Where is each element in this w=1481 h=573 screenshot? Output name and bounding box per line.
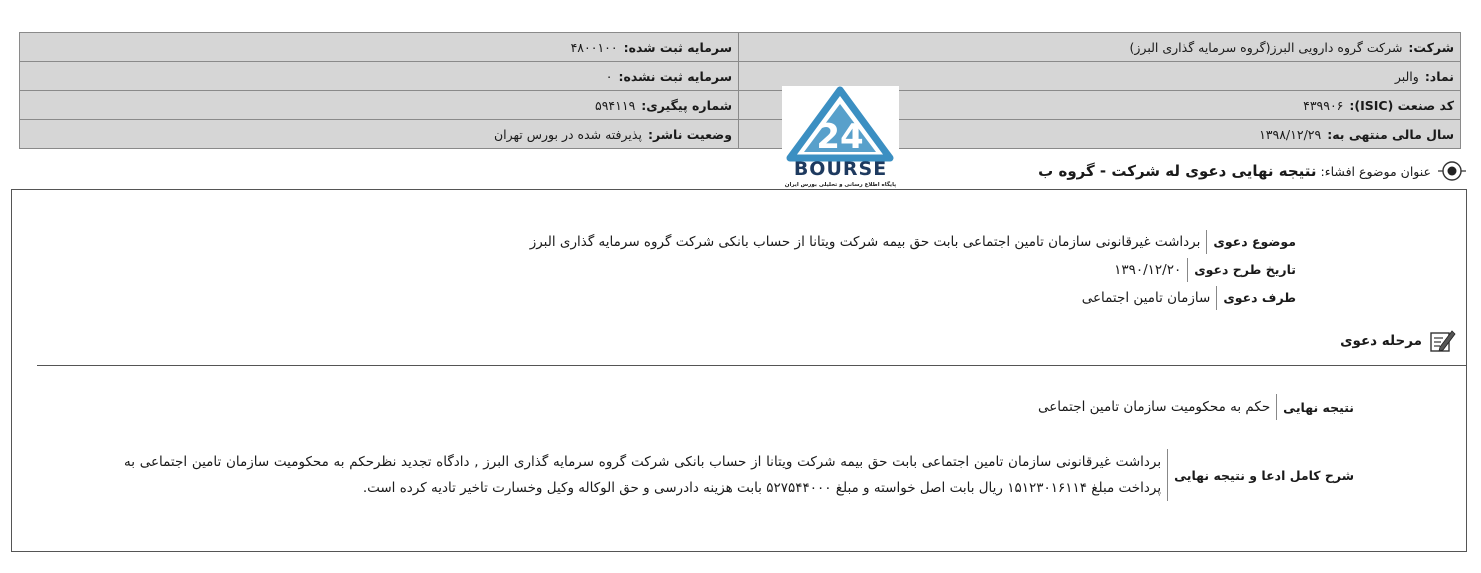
final-result-value: حکم به محکومیت سازمان تامین اجتماعی (1037, 399, 1271, 415)
industry-code-label: کد صنعت (ISIC): (1349, 97, 1454, 113)
claim-stage-label: مرحله دعوی (1340, 333, 1422, 349)
claim-subject-label: موضوع دعوی (1206, 230, 1296, 254)
registered-capital-value: ۴۸۰۰۱۰۰ (570, 39, 618, 55)
company-label: شرکت: (1408, 39, 1454, 55)
info-row-4 (20, 120, 1461, 149)
full-description-row (124, 449, 1354, 501)
claim-date-value: ۱۳۹۰/۱۲/۲۰ (1114, 262, 1182, 278)
tracking-number-cell (20, 91, 739, 120)
final-result-row (1038, 394, 1354, 420)
claim-party-value: سازمان تامین اجتماعی (1081, 290, 1211, 306)
unregistered-capital-value: ۰ (605, 68, 613, 84)
claim-subject-row (530, 230, 1296, 254)
claim-details-box (11, 189, 1467, 552)
disclosure-title-label: عنوان موضوع افشاء: (1320, 163, 1431, 179)
bourse24-logo (782, 86, 899, 190)
fiscal-year-label: سال مالی منتهی به: (1327, 126, 1454, 142)
claim-date-row (1114, 258, 1296, 282)
symbol-label: نماد: (1424, 68, 1454, 84)
claim-party-row (1082, 286, 1296, 310)
final-result-label: نتیجه نهایی (1276, 394, 1354, 420)
logo-subtitle: پایگاه اطلاع رسانی و تحلیلی بورس ایران (784, 182, 897, 188)
publisher-status-label: وضعیت ناشر: (647, 126, 732, 142)
symbol-value: والبر (1394, 68, 1419, 84)
disclosure-title-value: نتیجه نهایی دعوی له شرکت - گروه ب (1038, 162, 1317, 180)
company-value: شرکت گروه دارویی البرز(گروه سرمایه گذاری البرز) (1129, 39, 1403, 55)
logo-number: 24 (816, 117, 864, 157)
company-cell (739, 33, 1461, 62)
claim-subject-value: برداشت غیرقانونی سازمان تامین اجتماعی بابت حق بیمه شرکت ویتانا از حساب بانکی شرکت گروه سرمایه گذاری البرز (529, 234, 1201, 250)
info-row-2 (20, 62, 1461, 91)
publisher-status-value: پذیرفته شده در بورس تهران (493, 126, 642, 142)
logo-word: BOURSE (793, 158, 888, 180)
registered-capital-cell (20, 33, 739, 62)
claim-date-label: تاریخ طرح دعوی (1187, 258, 1296, 282)
company-info-table (19, 32, 1461, 149)
registered-capital-label: سرمایه ثبت شده: (623, 39, 732, 55)
info-row-1 (20, 33, 1461, 62)
edit-document-icon (1428, 327, 1456, 355)
logo-triangle-icon (782, 86, 899, 162)
publisher-status-cell (20, 120, 739, 149)
claim-party-label: طرف دعوی (1216, 286, 1296, 310)
tracking-number-value: ۵۹۴۱۱۹ (595, 97, 636, 113)
unregistered-capital-label: سرمایه ثبت نشده: (618, 68, 732, 84)
full-description-label: شرح کامل ادعا و نتیجه نهایی (1167, 449, 1354, 501)
fiscal-year-value: ۱۳۹۸/۱۲/۲۹ (1259, 126, 1322, 142)
info-row-3 (20, 91, 1461, 120)
tracking-number-label: شماره پیگیری: (641, 97, 732, 113)
unregistered-capital-cell (20, 62, 739, 91)
claim-stage-heading (1340, 326, 1456, 356)
industry-code-value: ۴۳۹۹۰۶ (1303, 97, 1344, 113)
target-bullet-icon (1437, 156, 1467, 186)
full-description-value: برداشت غیرقانونی سازمان تامین اجتماعی بابت حق بیمه شرکت ویتانا از حساب بانکی شرکت گروه سرمایه گذاری البرز , دادگاه تجدید نظرحکم به محکومیت سازمان تامین اجتماعی به پرداخت مبلغ ۱۵۱۲۳۰۱۶۱۱۴ ریال بابت اصل خواسته و مبلغ ۵۲۷۵۴۴۰۰۰ بابت هزینه دادرسی و حق الوکاله وکیل وخسارت تاخیر تادیه کرده است. (124, 454, 1162, 496)
disclosure-title (1038, 156, 1467, 186)
section-divider (37, 365, 1466, 366)
